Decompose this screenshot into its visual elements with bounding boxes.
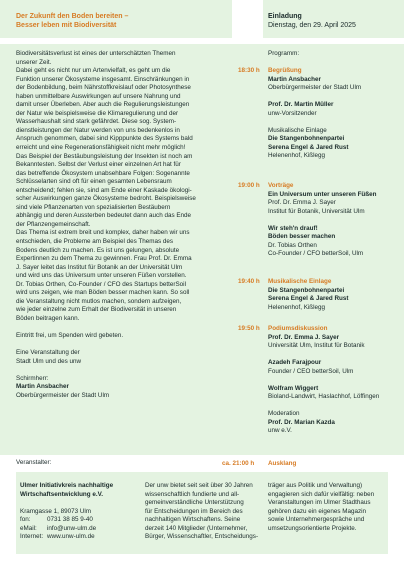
email-label: eMail: (20, 524, 37, 532)
description-line: Der unw bietet seit seit über 30 Jahren (145, 482, 253, 489)
invitation-header (268, 12, 402, 30)
intro-line: Wasserhaushalt sind stark gefährdet. Diese sog. System- (16, 118, 177, 126)
intro-line: Schlüsselarten sind oft für einen gesamten Lebensraum (16, 178, 172, 186)
intro-line: J. Sayer leitet das Institut für Botanik an der Universität Ulm (16, 263, 183, 271)
intro-line: abhängig und deren Aussterben bedeutet dann auch das Ende (16, 212, 192, 220)
intro-line: wird uns zeigen, wie man Böden besser machen kann. So soll (16, 289, 190, 297)
event-date: Dienstag, den 29. April 2025 (268, 22, 356, 29)
panelist-affiliation: Bioland-Landwirt, Haslachhof, Löffingen (268, 393, 380, 400)
intro-line: damit unser Überleben. Aber auch die Regulierungsleistungen (16, 101, 190, 109)
moderator-name: Prof. Dr. Marian Kazda (268, 418, 335, 426)
intro-line: Das Beispiel der Bestäubungsleistung der Insekten ist noch am (16, 152, 193, 160)
intro-line: unserer Zeit. (16, 58, 52, 66)
email-row (20, 525, 136, 534)
phone-label: fon: (20, 516, 31, 523)
email-address[interactable]: info@unw-ulm.de (47, 524, 97, 532)
music-label: Musikalische Einlage (268, 126, 327, 134)
intro-line: Böden beitragen kann. (16, 314, 80, 322)
description-line: für Entscheidungen im Bereich des (145, 507, 243, 515)
intro-line: entschieden, die Probleme am Beispiel des Themas des (16, 238, 174, 246)
band-name: Die Stangenbohnenpartei (268, 286, 345, 294)
program-time: 19:50 h (238, 325, 260, 332)
intro-line: Dabei geht es nicht nur um Artenvielfalt, es geht um die (16, 67, 171, 75)
intro-line: Dr. Tobias Orthen, Co-Founder / CFO des Startups betterSoil (16, 280, 186, 288)
program-time: 18:30 h (238, 67, 260, 74)
organizer-name-line-1: Ulmer Initiativkreis nachhaltige (20, 482, 114, 489)
speaker-affiliation: Co-Founder / CFO betterSoil, Ulm (268, 250, 364, 257)
organizer-description (145, 482, 265, 542)
intro-line: dienstleistungen der Natur werden von uns bedenkenlos in (16, 126, 180, 134)
patron-name: Martin Ansbacher (16, 383, 69, 391)
event-title-line-1: Der Zukunft den Boden bereiten – (16, 13, 129, 20)
website-label: Internet: (20, 533, 44, 540)
program-body (268, 67, 402, 161)
intro-line: und wird uns das Universum unter unseren Füßen vorstellen. (16, 272, 187, 280)
organizer-contact (20, 482, 136, 542)
speaker-name: Martin Ansbacher (268, 75, 321, 83)
intro-line: erreicht und eine Regenerationsfähigkeit nicht mehr möglich! (16, 144, 186, 152)
panelist-name: Prof. Dr. Emma J. Sayer (268, 333, 340, 341)
program-title: Podiumsdiskussion (268, 325, 328, 332)
intro-line: wie jeder einzelne zum Erhalt der Biodiversität in unseren (16, 306, 177, 314)
intro-line: das betreffende Ökosystem unabsehbare Folgen: Sogenannte (16, 169, 190, 177)
event-title (16, 12, 228, 30)
intro-text (16, 50, 228, 409)
patron-role: Oberbürgermeister der Stadt Ulm (16, 391, 110, 399)
moderator-affiliation: unw e.V. (268, 427, 292, 434)
panelist-affiliation: Universität Ulm, Institut für Botanik (268, 342, 365, 349)
intro-line: sind viele Pflanzenarten von spezialisierten Bestäubern (16, 203, 171, 211)
intro-line: Expertinnen zu dem Thema zu gewinnen. Frau Prof. Dr. Emma (16, 255, 192, 263)
phone-number: 0731 38 85 9-40 (47, 516, 93, 523)
program-title: Ausklang (268, 460, 297, 467)
intro-line: Bodens deutlich zu machen. Es ist uns gelungen, absolute (16, 246, 180, 254)
website-row (20, 533, 136, 542)
website-link[interactable]: www.unw-ulm.de (47, 533, 95, 540)
panelist-name: Wolfram Wiggert (268, 384, 319, 392)
speaker-role: Oberbürgermeister der Stadt Ulm (268, 84, 362, 91)
program-title: Musikalische Einlage (268, 278, 332, 285)
description-line: wissenschaftlich fundierte und all- (145, 490, 240, 498)
organizer-note (16, 349, 228, 366)
program-body (268, 278, 402, 312)
intro-line: entscheidend; fehlen sie, sind am Ende einer Kaskade ökologi- (16, 186, 192, 194)
speaker-role: unw-Vorsitzender (268, 109, 317, 117)
program-time: ca. 21:00 h (222, 460, 255, 467)
organizer-name-line-2: Wirtschaftsentwicklung e.V. (20, 490, 103, 498)
panelist-name: Azadeh Farajpour (268, 359, 322, 366)
band-place: Helenenhof, Kißlegg (268, 152, 326, 159)
program-body (268, 460, 402, 469)
intro-line: Anspruch genommen, dabei sind Kipppunkte des Systems bald (16, 135, 193, 143)
event-title-line-2: Besser leben mit Biodiversität (16, 22, 117, 29)
description-line: derzeit 140 Mitglieder (Unternehmer, (145, 524, 248, 532)
intro-line: der Pflanzengemeinschaft. (16, 220, 91, 228)
patron-block (16, 375, 228, 401)
program-title: Begrüßung (268, 67, 302, 74)
description-line: träger aus Politik und Verwaltung) (268, 482, 363, 489)
admission-note: Eintritt frei, um Spenden wird gebeten. (16, 332, 124, 340)
description-line: nachhaltigen Wirtschaftens. Seine (145, 516, 241, 523)
description-line: Veranstaltungen im Ulmer Stadthaus (268, 499, 371, 506)
talk-title: Wir steh'n drauf! (268, 224, 318, 232)
organizer-label: Veranstalter: (16, 459, 52, 466)
program-time: 19:40 h (238, 278, 260, 285)
intro-line: Bekanntesten. Selbst der Verlust einer einzelnen Art hat für (16, 161, 181, 169)
band-name: Die Stangenbohnenpartei (268, 135, 345, 142)
intro-line: scher Auswirkungen ganze Ökosysteme bedroht. Beispielsweise (16, 195, 196, 203)
intro-line: der Natur wie beispielsweise die Klimaregulierung und der (16, 109, 179, 117)
speaker-name: Prof. Dr. Emma J. Sayer (268, 199, 336, 206)
program-time: 19:00 h (238, 182, 260, 189)
description-line: gehören dazu ein eigenes Magazin (268, 507, 367, 515)
intro-line: der Bodenbildung, beim Nährstoffkreislauf oder Photosynthese (16, 84, 191, 92)
intro-line: Biodiversitätsverlust ist eines der unterschätzten Themen (16, 50, 176, 57)
speaker-name: Dr. Tobias Orthen (268, 241, 317, 249)
program-body (268, 325, 402, 436)
moderation-label: Moderation (268, 410, 300, 417)
talk-title: Ein Universum unter unseren Füßen (268, 190, 377, 198)
intro-line: Das Thema ist extrem breit und komplex, daher haben wir uns (16, 229, 190, 237)
band-place: Helenenhof, Kißlegg (268, 303, 326, 311)
organizer-note-line: Stadt Ulm und des unw (16, 357, 82, 365)
description-line: umsetzungsorientierte Projekte. (268, 524, 357, 532)
speaker-name: Prof. Dr. Martin Müller (268, 101, 334, 108)
band-members: Serena Engel & Jared Rust (268, 295, 349, 302)
intro-paragraph (16, 50, 228, 324)
talk-subtitle: Böden besser machen (268, 233, 336, 240)
phone-row (20, 516, 136, 525)
description-line: engagieren sich dafür vielfältig: neben (268, 490, 375, 498)
program-body (268, 182, 402, 259)
intro-line: die Veranstaltung nicht mutlos machen, sondern aufzeigen, (16, 297, 182, 305)
invitation-label: Einladung (268, 13, 302, 20)
patron-label: Schirmherr: (16, 374, 49, 382)
program-heading: Programm: (268, 50, 300, 57)
organizer-note-line: Eine Veranstaltung der (16, 349, 80, 357)
description-line: Bürger, Wissenschaftler, Entscheidungs- (145, 533, 259, 540)
band-members: Serena Engel & Jared Rust (268, 143, 349, 151)
intro-line: Funktion unserer Ökosysteme insgesamt. Einschränkungen in (16, 75, 190, 83)
panelist-affiliation: Founder / CEO betterSoil, Ulm (268, 367, 354, 375)
organizer-description-cont (268, 482, 388, 533)
intro-line: haben unmittelbare Auswirkungen auf unsere Nahrung und (16, 92, 181, 100)
program-title: Vorträge (268, 182, 294, 189)
description-line: sowie Unternehmergespräche und (268, 516, 365, 523)
organizer-address: Kramgasse 1, 89073 Ulm (20, 507, 92, 515)
speaker-affiliation: Institut für Botanik, Universität Ulm (268, 207, 365, 215)
description-line: gemeinverständliche Unterstützung (145, 499, 244, 506)
